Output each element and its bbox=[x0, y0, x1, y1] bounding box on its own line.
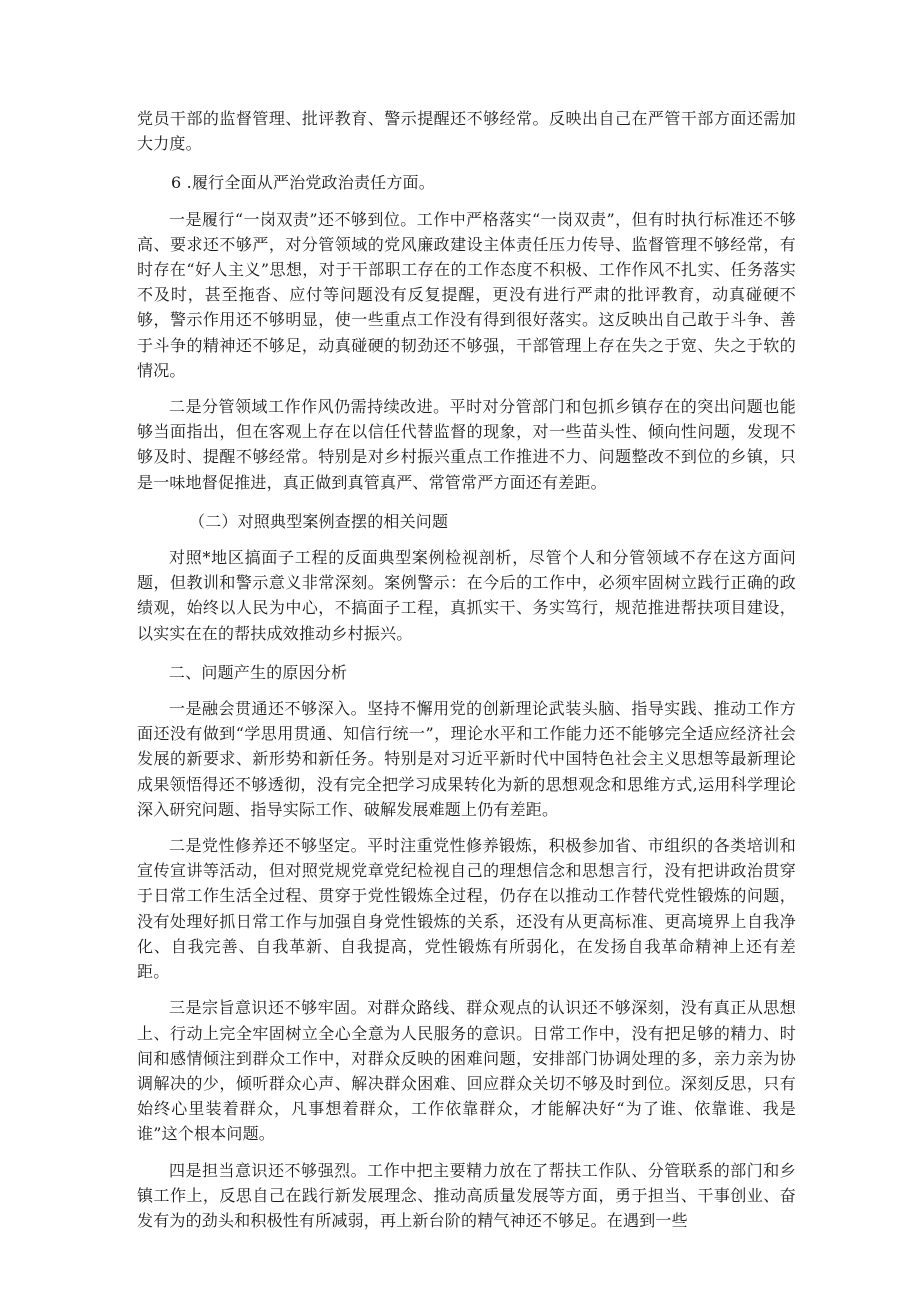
paragraph-theory: 一是融会贯通还不够深入。坚持不懈用党的创新理论武装头脑、指导实践、推动工作方面还没有做到“学思用贯通、知信行统一”，理论水平和工作能力还不能够完全适应经济社会发展的新要求、新形势和新任务。特别是对习近平新时代中国特色社会主义思想等最新理论成果领悟得还不够透彻，没有完全把学习成果转化为新的思想观念和思维方式,运用科学理论深入研究问题、指导实际工作、破解发展难题上仍有差距。 bbox=[137, 699, 796, 819]
paragraph-yigang-shuangze: 一是履行“一岗双责”还不够到位。工作中严格落实“一岗双责”，但有时执行标准还不够高、要求还不够严，对分管领域的党风廉政建设主体责任压力传导、监督管理不够经常，有时存在“好人主义”思想，对于干部职工存在的工作态度不积极、工作作风不扎实、任务落实不及时，甚至拖沓、应付等问题没有反复提醒，更没有进行严肃的批评教育，动真碰硬不够，警示作用还不够明显，使一些重点工作没有得到很好落实。这反映出自己敢于斗争、善于斗争的精神还不够足，动真碰硬的韧劲还不够强，干部管理上存在失之于宽、失之于软的情况。 bbox=[137, 209, 796, 380]
paragraph-continuation: 党员干部的监督管理、批评教育、警示提醒还不够经常。反映出自己在严管干部方面还需加大力度。 bbox=[137, 109, 796, 154]
paragraph-party-spirit: 二是党性修养还不够坚定。平时注重党性修养锻炼，积极参加省、市组织的各类培训和宣传宣讲等活动，但对照党规党章党纪检视自己的理想信念和思想言行，没有把讲政治贯穿于日常工作生活全过程、贯穿于党性锻炼全过程，仍存在以推动工作替代党性锻炼的问题，没有处理好抓日常工作与加强自身党性锻炼的关系，还没有从更高标准、更高境界上自我净化、自我完善、自我革新、自我提高，党性锻炼有所弱化，在发扬自我革命精神上还有差距。 bbox=[137, 836, 796, 982]
subsection-heading-2: （二）对照典型案例查摆的相关问题 bbox=[189, 511, 449, 531]
paragraph-responsibility: 四是担当意识还不够强烈。工作中把主要精力放在了帮扶工作队、分管联系的部门和乡镇工作上，反思自己在践行新发展理念、推动高质量发展等方面，勇于担当、干事创业、奋发有为的劲头和积极性有所减弱，再上新台阶的精气神还不够足。在遇到一些 bbox=[137, 1160, 796, 1230]
paragraph-case-review: 对照*地区搞面子工程的反面典型案例检视剖析，尽管个人和分管领域不存在这方面问题，但教训和警示意义非常深刻。案例警示：在今后的工作中，必须牢固树立践行正确的政绩观，始终以人民为中心，不搞面子工程，真抓实干、务实笃行，规范推进帮扶项目建设，以实实在在的帮扶成效推动乡村振兴。 bbox=[137, 548, 796, 643]
section-heading-cause-analysis: 二、问题产生的原因分析 bbox=[169, 662, 348, 682]
paragraph-work-style: 二是分管领域工作作风仍需持续改进。平时对分管部门和包抓乡镇存在的突出问题也能够当面指出，但在客观上存在以信任代替监督的现象，对一些苗头性、倾向性问题，发现不够及时、提醒不够经常。特别是对乡村振兴重点工作推进不力、问题整改不到位的乡镇，只是一味地督促推进，真正做到真管真严、常管常严方面还有差距。 bbox=[137, 397, 796, 492]
section-heading-6: 6 .履行全面从严治党政治责任方面。 bbox=[171, 173, 435, 193]
paragraph-purpose: 三是宗旨意识还不够牢固。对群众路线、群众观点的认识还不够深刻，没有真正从思想上、行动上完全牢固树立全心全意为人民服务的意识。日常工作中，没有把足够的精力、时间和感情倾注到群众工作中，对群众反映的困难问题，安排部门协调处理的多，亲力亲为协调解决的少，倾听群众心声、解决群众困难、回应群众关切不够及时到位。深刻反思，只有始终心里装着群众，凡事想着群众，工作依靠群众，才能解决好“为了谁、依靠谁、我是谁”这个根本问题。 bbox=[137, 998, 796, 1144]
